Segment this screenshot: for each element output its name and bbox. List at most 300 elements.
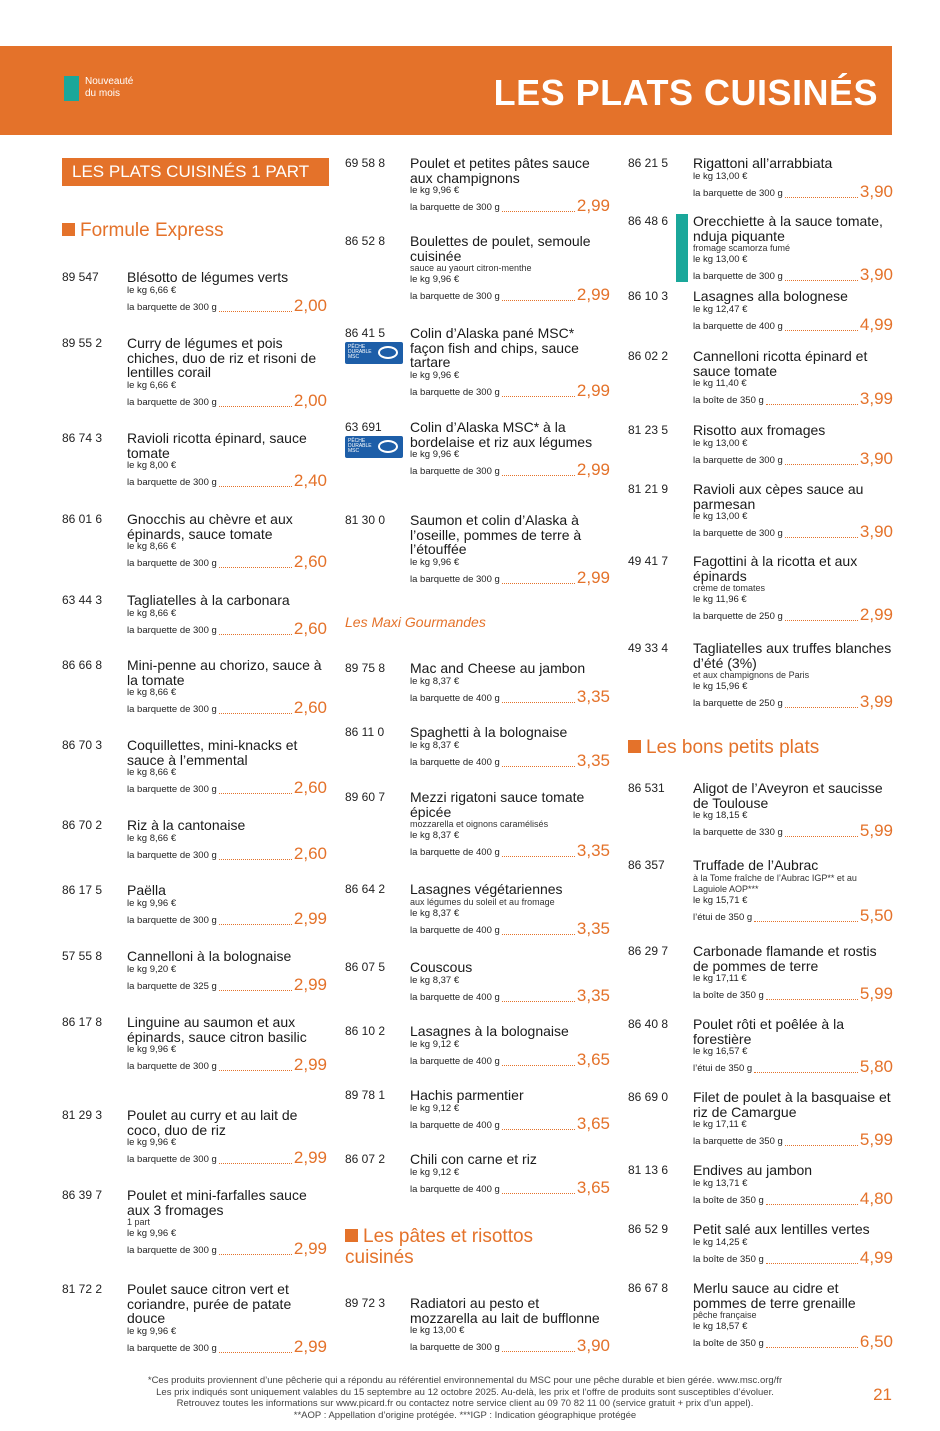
product-name: Cannelloni à la bolognaise — [127, 948, 292, 964]
product-price: 2,99 — [576, 285, 610, 304]
price-per-kg: le kg 11,96 € — [693, 594, 747, 605]
product-code: 86 531 — [628, 781, 665, 795]
dot-leader — [502, 1193, 575, 1194]
package-size: la barquette de 300 g — [127, 477, 217, 488]
product-price: 2,99 — [293, 974, 327, 994]
fish-icon — [378, 440, 398, 453]
product-name: Gnocchis au chèvre et aux épinards, sauce tomate — [127, 511, 293, 542]
msc-logo-text: PÊCHE DURABLE MSC — [348, 344, 372, 360]
price-line — [693, 1190, 893, 1207]
product-price: 2,99 — [293, 1055, 327, 1074]
product-details — [410, 234, 610, 303]
product-code: 86 17 5 — [62, 883, 103, 897]
price-per-kg: le kg 9,96 € — [127, 1228, 177, 1239]
dot-leader — [766, 1347, 858, 1348]
price-per-kg: le kg 6,66 € — [127, 284, 177, 296]
price-line — [410, 688, 610, 705]
package-size: la barquette de 400 g — [410, 1119, 500, 1131]
product-details — [410, 1296, 610, 1354]
product-price: 3,35 — [576, 750, 610, 770]
dot-leader — [219, 793, 292, 794]
package-size: la barquette de 300 g — [127, 1154, 217, 1165]
dot-leader — [219, 713, 292, 714]
price-line — [410, 461, 610, 478]
product-details — [127, 1108, 327, 1166]
footer-line-aop: **AOP : Appellation d’origine protégée. ***IGP : Indication géographique protégée — [293, 1409, 637, 1421]
product-code: 86 40 8 — [628, 1017, 669, 1031]
product-details — [693, 944, 893, 1002]
product-price: 2,99 — [293, 908, 327, 928]
dot-leader — [785, 197, 858, 198]
product-details — [693, 482, 893, 540]
product-code: 89 55 2 — [62, 336, 103, 350]
price-per-kg: le kg 13,00 € — [410, 1325, 465, 1336]
dot-leader — [219, 1352, 292, 1353]
dot-leader — [502, 583, 575, 584]
product-description: 1 part — [127, 1217, 151, 1227]
dot-leader — [219, 406, 292, 407]
product-name: Poulet rôti et poêlée à la forestière — [693, 1016, 844, 1047]
product-details — [127, 738, 327, 796]
product-details — [693, 781, 893, 839]
package-size: la barquette de 400 g — [410, 847, 500, 858]
dot-leader — [219, 990, 292, 991]
msc-logo-text: PÊCHE DURABLE MSC — [348, 438, 372, 454]
dot-leader — [785, 836, 858, 837]
msc-logo-icon — [345, 342, 403, 364]
product-details — [693, 289, 893, 333]
product-code: 86 52 9 — [628, 1222, 669, 1236]
price-per-kg: le kg 8,66 € — [127, 687, 177, 698]
product-code: 86 21 5 — [628, 156, 669, 170]
dot-leader — [766, 404, 858, 405]
package-size: l’étui de 350 g — [693, 1063, 753, 1074]
product-price: 5,80 — [859, 1057, 893, 1076]
product-details — [127, 949, 327, 993]
price-line — [693, 523, 893, 540]
footer-line-contact: Retrouvez toutes les informations sur www.picard.fr ou contactez notre service client au 09 70 82 11 00 (service gratuit + prix d’un appel). — [176, 1398, 754, 1409]
footer-notes — [105, 1375, 825, 1421]
dot-leader — [502, 856, 575, 857]
package-size: la barquette de 300 g — [410, 1342, 500, 1353]
product-price: 2,60 — [293, 778, 327, 797]
dot-leader — [766, 1204, 858, 1205]
dot-leader — [502, 1065, 575, 1066]
product-price: 4,99 — [859, 314, 893, 334]
product-price: 2,99 — [293, 1148, 327, 1167]
price-line — [127, 779, 327, 796]
price-per-kg: le kg 8,37 € — [410, 675, 460, 687]
product-price: 2,99 — [293, 1239, 327, 1258]
price-per-kg: le kg 6,66 € — [127, 379, 177, 391]
price-line — [693, 1333, 893, 1350]
package-size: la barquette de 300 g — [693, 271, 783, 282]
product-name: Tagliatelles aux truffes blanches d’été (3%) — [693, 640, 892, 671]
price-line — [410, 752, 610, 769]
product-details — [410, 420, 610, 478]
page-number: 21 — [873, 1385, 892, 1404]
price-line — [410, 1115, 610, 1132]
price-line — [410, 1051, 610, 1068]
product-details — [693, 349, 893, 407]
package-size: la barquette de 300 g — [410, 291, 500, 302]
product-name: Couscous — [410, 959, 473, 975]
product-name: Petit salé aux lentilles vertes — [693, 1221, 870, 1237]
product-code: 69 58 8 — [345, 156, 386, 170]
package-size: la barquette de 300 g — [410, 573, 500, 585]
product-name: Lasagnes alla bolognese — [693, 288, 848, 304]
package-size: la barquette de 330 g — [693, 827, 783, 838]
product-code: 86 66 8 — [62, 658, 103, 672]
dot-leader — [502, 702, 575, 703]
price-per-kg: le kg 8,37 € — [410, 974, 460, 986]
product-name: Radiatori au pesto et mozzarella au lait de bufflonne — [410, 1295, 600, 1326]
product-code: 89 60 7 — [345, 790, 386, 804]
price-line — [127, 1240, 327, 1257]
price-line — [410, 382, 610, 399]
product-code: 86 64 2 — [345, 882, 386, 896]
product-details — [127, 1188, 327, 1257]
price-line — [693, 390, 893, 407]
footer-line-prices: Les prix indiqués sont uniquement valables du 15 septembre au 12 octobre 2025. Au-delà, les prix et l’offre de produits sont susceptibles d’évoluer. — [156, 1386, 774, 1398]
package-size: la barquette de 325 g — [127, 980, 217, 992]
product-price: 3,35 — [576, 686, 610, 706]
price-line — [693, 693, 893, 710]
price-line — [693, 1249, 893, 1266]
package-size: la barquette de 300 g — [127, 1245, 217, 1256]
product-code: 86 02 2 — [628, 349, 669, 363]
product-price: 3,65 — [576, 1049, 610, 1069]
product-code: 86 07 2 — [345, 1152, 386, 1166]
product-details — [127, 270, 327, 314]
square-icon — [628, 740, 641, 753]
price-line — [410, 1179, 610, 1196]
product-price: 3,65 — [576, 1113, 610, 1133]
price-line — [410, 842, 610, 859]
price-line — [127, 1149, 327, 1166]
dot-leader — [502, 211, 575, 212]
dot-leader — [219, 486, 292, 487]
price-per-kg: le kg 17,11 € — [693, 1119, 747, 1130]
price-line — [127, 553, 327, 570]
price-line — [127, 1338, 327, 1355]
product-code: 81 30 0 — [345, 513, 386, 527]
package-size: la barquette de 300 g — [693, 528, 783, 539]
new-badge-line2: du mois — [85, 88, 121, 99]
price-per-kg: le kg 8,66 € — [127, 607, 177, 619]
product-name: Colin d’Alaska MSC* à la bordelaise et riz aux légumes — [410, 419, 593, 450]
product-details — [693, 1281, 893, 1350]
product-code: 86 74 3 — [62, 431, 103, 445]
package-size: la barquette de 400 g — [410, 991, 500, 1003]
product-code: 81 13 6 — [628, 1163, 669, 1177]
price-line — [127, 472, 327, 489]
dot-leader — [219, 567, 292, 568]
dot-leader — [219, 1254, 292, 1255]
product-price: 3,90 — [859, 265, 893, 284]
product-code: 86 07 5 — [345, 960, 386, 974]
product-code: 81 29 3 — [62, 1108, 103, 1122]
price-per-kg: le kg 9,96 € — [410, 369, 460, 381]
package-size: la barquette de 300 g — [410, 466, 500, 477]
product-description: à la Tome fraîche de l’Aubrac IGP** et au Laguiole AOP*** — [693, 872, 857, 894]
product-code: 86 52 8 — [345, 234, 386, 248]
package-size: la barquette de 350 g — [693, 1136, 783, 1147]
price-per-kg: le kg 8,66 € — [127, 832, 177, 844]
product-name: Merlu sauce au cidre et pommes de terre grenaille — [693, 1280, 856, 1311]
dot-leader — [219, 311, 292, 312]
product-price: 6,50 — [859, 1332, 893, 1351]
price-per-kg: le kg 15,96 € — [693, 681, 748, 692]
product-code: 86 01 6 — [62, 512, 103, 526]
price-per-kg: le kg 9,96 € — [410, 274, 460, 285]
price-line — [693, 450, 893, 467]
section-pates-risottos: Les pâtes et risottos cuisinés — [345, 1226, 534, 1268]
product-code: 86 70 2 — [62, 818, 103, 832]
dot-leader — [219, 859, 292, 860]
product-details — [127, 512, 327, 570]
price-line — [693, 606, 893, 623]
product-details — [410, 326, 610, 399]
price-line — [693, 266, 893, 283]
dot-leader — [219, 634, 292, 635]
product-name: Riz à la cantonaise — [127, 817, 246, 833]
price-per-kg: le kg 8,66 € — [127, 767, 177, 778]
section-formule-express: Formule Express — [62, 220, 224, 241]
product-price: 5,50 — [859, 905, 893, 925]
product-code: 86 10 3 — [628, 289, 669, 303]
product-name: Poulet et mini-farfalles sauce aux 3 fromages — [127, 1187, 307, 1218]
product-details — [693, 1222, 893, 1266]
product-details — [410, 725, 610, 769]
package-size: la boîte de 350 g — [693, 990, 764, 1001]
product-details — [127, 1015, 327, 1073]
product-code: 89 72 3 — [345, 1296, 386, 1310]
product-details — [410, 790, 610, 859]
product-name: Boulettes de poulet, semoule cuisinée — [410, 233, 591, 264]
dot-leader — [502, 1001, 575, 1002]
price-per-kg: le kg 17,11 € — [693, 973, 747, 984]
price-line — [693, 1131, 893, 1148]
new-badge-line1: Nouveauté — [85, 76, 134, 87]
package-size: la boîte de 350 g — [693, 1194, 764, 1206]
package-size: la boîte de 350 g — [693, 395, 764, 406]
product-details — [127, 818, 327, 862]
dot-leader — [219, 924, 292, 925]
price-line — [693, 907, 893, 924]
product-code: 63 44 3 — [62, 593, 103, 607]
product-price: 5,99 — [859, 821, 893, 840]
product-price: 2,60 — [293, 618, 327, 638]
product-code: 86 67 8 — [628, 1281, 669, 1295]
price-per-kg: le kg 13,00 € — [693, 170, 748, 182]
product-description: pêche française — [693, 1310, 757, 1320]
product-name: Risotto aux fromages — [693, 422, 826, 438]
product-name: Tagliatelles à la carbonara — [127, 592, 290, 608]
footer-line-msc: *Ces produits proviennent d’une pêcherie qui a répondu au référentiel environnemental du MSC pour une pêche durable et bien gérée. www.msc.org/fr — [147, 1375, 783, 1386]
price-per-kg: le kg 8,37 € — [410, 830, 460, 841]
product-name: Linguine au saumon et aux épinards, sauce citron basilic — [127, 1014, 307, 1045]
product-description: aux légumes du soleil et au fromage — [410, 896, 555, 907]
price-per-kg: le kg 8,66 € — [127, 541, 177, 552]
product-name: Truffade de l’Aubrac — [693, 857, 819, 873]
product-name: Filet de poulet à la basquaise et riz de Camargue — [693, 1089, 891, 1120]
page-title: LES PLATS CUISINÉS — [493, 72, 878, 113]
product-code: 89 78 1 — [345, 1088, 386, 1102]
product-code: 63 691 — [345, 420, 382, 434]
package-size: la barquette de 400 g — [693, 320, 783, 332]
price-line — [410, 987, 610, 1004]
package-size: la barquette de 300 g — [127, 849, 217, 861]
product-name: Saumon et colin d’Alaska à l’oseille, pommes de terre à l’étouffée — [410, 512, 582, 557]
product-details — [693, 156, 893, 200]
dot-leader — [502, 1129, 575, 1130]
dot-leader — [502, 475, 575, 476]
product-name: Coquillettes, mini-knacks et sauce à l’emmental — [127, 737, 298, 768]
product-name: Ravioli aux cèpes sauce au parmesan — [693, 481, 864, 512]
product-details — [693, 1163, 893, 1207]
price-per-kg: le kg 8,37 € — [410, 739, 460, 751]
product-name: Poulet au curry et au lait de coco, duo de riz — [127, 1107, 298, 1138]
price-line — [410, 569, 610, 586]
product-price: 3,90 — [859, 448, 893, 468]
product-name: Orecchiette à la sauce tomate, nduja piquante — [693, 213, 883, 244]
dot-leader — [502, 1351, 575, 1352]
product-price: 3,65 — [576, 1177, 610, 1197]
dot-leader — [219, 1070, 292, 1071]
product-code: 81 21 9 — [628, 482, 669, 496]
dot-leader — [754, 921, 858, 922]
product-details — [127, 336, 327, 409]
package-size: la boîte de 350 g — [693, 1338, 764, 1349]
package-size: la barquette de 300 g — [693, 454, 783, 466]
package-size: la barquette de 300 g — [410, 202, 500, 213]
price-line — [693, 985, 893, 1002]
product-details — [693, 214, 893, 283]
product-code: 49 41 7 — [628, 554, 669, 568]
product-name: Spaghetti à la bolognaise — [410, 724, 568, 740]
product-price: 5,99 — [859, 1130, 893, 1149]
product-name: Rigattoni all’arrabbiata — [693, 155, 833, 171]
product-name: Aligot de l’Aveyron et saucisse de Toulouse — [693, 780, 883, 811]
product-name: Mac and Cheese au jambon — [410, 660, 586, 676]
dot-leader — [785, 464, 858, 465]
price-per-kg: le kg 9,96 € — [127, 1044, 177, 1055]
fish-icon — [378, 346, 398, 359]
price-line — [693, 183, 893, 200]
product-description: sauce au yaourt citron-menthe — [410, 263, 532, 273]
product-description: fromage scamorza fumé — [693, 243, 791, 253]
price-line — [127, 392, 327, 409]
price-line — [127, 620, 327, 637]
product-price: 2,00 — [293, 295, 327, 315]
product-price: 2,60 — [293, 843, 327, 863]
product-name: Lasagnes végétariennes — [410, 881, 563, 897]
new-product-marker — [676, 214, 688, 282]
product-price: 3,90 — [859, 522, 893, 541]
product-details — [693, 1017, 893, 1075]
product-details — [410, 1152, 610, 1196]
product-name: Colin d’Alaska pané MSC* façon fish and chips, sauce tartare — [410, 325, 579, 370]
price-per-kg: le kg 8,00 € — [127, 460, 177, 471]
product-code: 89 75 8 — [345, 661, 386, 675]
price-line — [127, 699, 327, 716]
product-code: 86 10 2 — [345, 1024, 386, 1038]
product-price: 4,99 — [859, 1247, 893, 1267]
package-size: la barquette de 300 g — [127, 784, 217, 795]
product-price: 2,99 — [576, 460, 610, 479]
price-per-kg: le kg 13,00 € — [693, 437, 748, 449]
dot-leader — [754, 1072, 858, 1073]
dot-leader — [785, 280, 858, 281]
product-details — [127, 1282, 327, 1355]
price-line — [410, 197, 610, 214]
package-size: la barquette de 400 g — [410, 692, 500, 704]
price-line — [410, 286, 610, 303]
price-line — [693, 822, 893, 839]
dot-leader — [785, 330, 858, 331]
package-size: la barquette de 250 g — [693, 698, 783, 709]
product-price: 5,99 — [859, 984, 893, 1003]
price-per-kg: le kg 18,57 € — [693, 1321, 748, 1332]
price-per-kg: le kg 14,25 € — [693, 1236, 748, 1248]
price-per-kg: le kg 11,40 € — [693, 378, 747, 389]
product-price: 4,80 — [859, 1188, 893, 1208]
dot-leader — [502, 766, 575, 767]
dot-leader — [785, 620, 858, 621]
new-badge — [64, 76, 133, 101]
new-square-icon — [64, 76, 79, 101]
package-size: la barquette de 300 g — [127, 914, 217, 926]
package-size: la barquette de 300 g — [127, 1342, 217, 1354]
package-size: la barquette de 300 g — [127, 704, 217, 715]
package-size: la barquette de 400 g — [410, 924, 500, 936]
product-details — [693, 641, 893, 710]
product-price: 3,90 — [576, 1336, 610, 1355]
square-icon — [345, 1229, 358, 1242]
price-per-kg: le kg 9,96 € — [410, 449, 460, 460]
product-code: 49 33 4 — [628, 641, 669, 655]
dot-leader — [785, 537, 858, 538]
price-per-kg: le kg 9,96 € — [127, 1137, 177, 1148]
package-size: la barquette de 250 g — [693, 611, 783, 622]
product-name: Carbonade flamande et rostis de pommes de terre — [693, 943, 877, 974]
product-details — [410, 513, 610, 586]
product-price: 3,35 — [576, 841, 610, 860]
product-code: 86 29 7 — [628, 944, 669, 958]
dot-leader — [785, 1145, 858, 1146]
price-per-kg: le kg 18,15 € — [693, 810, 748, 821]
msc-logo-icon — [345, 436, 403, 458]
price-per-kg: le kg 13,71 € — [693, 1177, 748, 1189]
price-per-kg: le kg 12,47 € — [693, 303, 748, 315]
product-code: 86 70 3 — [62, 738, 103, 752]
product-price: 2,60 — [293, 698, 327, 717]
product-details — [410, 960, 610, 1004]
price-line — [693, 1058, 893, 1075]
package-size: la barquette de 300 g — [127, 1061, 217, 1072]
package-size: la boîte de 350 g — [693, 1253, 764, 1265]
price-per-kg: le kg 9,20 € — [127, 963, 177, 975]
product-price: 2,99 — [576, 567, 610, 587]
product-details — [693, 554, 893, 623]
product-name: Ravioli ricotta épinard, sauce tomate — [127, 430, 307, 461]
product-details — [127, 593, 327, 637]
price-line — [127, 976, 327, 993]
product-price: 3,99 — [859, 692, 893, 711]
product-price: 2,99 — [576, 380, 610, 400]
product-price: 3,90 — [859, 181, 893, 201]
